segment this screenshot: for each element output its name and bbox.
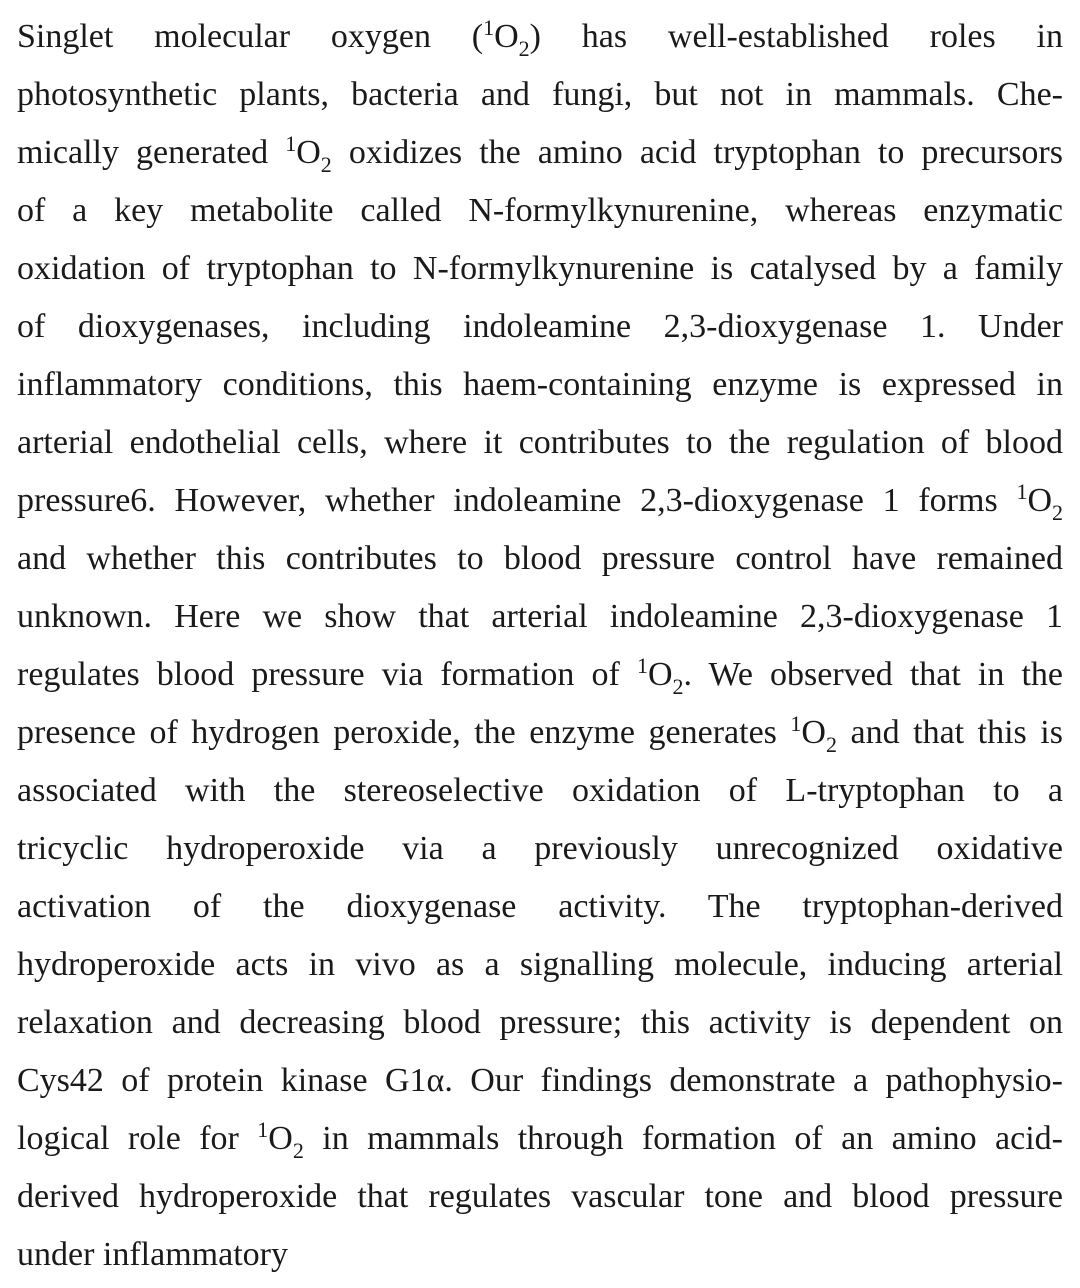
subscript: 2 [292,1138,304,1163]
superscript: 1 [790,711,802,736]
text-run: and that this is [836,714,1063,751]
subscript: 2 [672,674,684,699]
text-run: pressure6. However, whether indoleamine 2,3-dioxygenase 1 forms [17,482,1017,519]
text-run: of dioxygenases, including indoleamine 2,3-dioxygenase 1. Under [17,308,1063,345]
paragraph-line-content [17,424,1063,461]
paragraph-line [17,124,1063,182]
text-run: hydroperoxide acts in vivo as a signalling molecule, inducing arterial [17,946,1063,983]
paragraph-line [17,1168,1063,1226]
text-run: O [296,134,321,171]
subscript: 2 [320,152,332,177]
paragraph-line [17,878,1063,936]
paragraph-line [17,472,1063,530]
text-run: presence of hydrogen peroxide, the enzyme generates [17,714,791,751]
paragraph-line [17,762,1063,820]
text-run: O [268,1120,293,1157]
paragraph-line [17,1226,1063,1284]
text-run: photosynthetic plants, bacteria and fungi, but not in mammals. Che- [17,76,1063,113]
paragraph-line-content [17,192,1063,229]
paragraph-line-content [17,1004,1063,1041]
text-run: O [1027,482,1052,519]
text-run: Cys42 of protein kinase G1α. Our findings demonstrate a pathophysio- [17,1062,1063,1099]
abstract-text-block [17,8,1063,1284]
text-run: mically generated [17,134,286,171]
paragraph-line-content [17,598,1063,635]
paragraph-line [17,298,1063,356]
paragraph-line-content [17,1236,288,1273]
paragraph-line [17,530,1063,588]
text-run: unknown. Here we show that arterial indoleamine 2,3-dioxygenase 1 [17,598,1063,635]
subscript: 2 [518,36,530,61]
subscript: 2 [1052,500,1063,525]
superscript: 1 [257,1117,269,1142]
paragraph-line-content [17,366,1063,403]
paragraph-line [17,588,1063,646]
paragraph-line-content [17,250,1063,287]
paragraph-line [17,994,1063,1052]
paragraph-line-content [17,888,1063,925]
paragraph-line-content [17,308,1063,345]
text-run: O [647,656,673,693]
superscript: 1 [483,15,495,40]
text-run: arterial endothelial cells, where it contributes to the regulation of blood [17,424,1063,461]
paragraph-line-content [17,1117,1063,1163]
paragraph-line [17,182,1063,240]
text-run: in mammals through formation of an amino acid- [303,1120,1063,1157]
text-run: of a key metabolite called N-formylkynurenine, whereas enzymatic [17,192,1063,229]
paragraph-line-content [17,540,1063,577]
text-run: O [801,714,826,751]
paragraph-line [17,356,1063,414]
text-run: activation of the dioxygenase activity. The tryptophan-derived [17,888,1063,925]
paragraph-line [17,414,1063,472]
text-run: and whether this contributes to blood pressure control have remained [17,540,1063,577]
paragraph-line-content [17,15,1063,61]
text-run: under inflammatory [17,1236,288,1273]
paragraph-line-content [17,772,1063,809]
text-run: ) has well-established roles in [529,18,1063,55]
text-run: associated with the stereoselective oxidation of L-tryptophan to a [17,772,1063,809]
paragraph-line [17,936,1063,994]
text-run: oxidation of tryptophan to N-formylkynurenine is catalysed by a family [17,250,1063,287]
paragraph-line [17,1110,1063,1168]
paragraph-line [17,8,1063,66]
paragraph-line [17,240,1063,298]
paragraph-line-content [17,1178,1063,1215]
paragraph-line-content [17,653,1063,699]
paragraph-line-content [17,131,1063,177]
text-run: O [494,18,519,55]
paragraph-line [17,66,1063,124]
paragraph-line [17,1052,1063,1110]
paragraph-line-content [17,479,1063,525]
paragraph-line [17,704,1063,762]
subscript: 2 [825,732,837,757]
superscript: 1 [285,131,297,156]
paragraph-line [17,646,1063,704]
text-run: oxidizes the amino acid tryptophan to precursors [331,134,1063,171]
text-run: tricyclic hydroperoxide via a previously unrecognized oxidative [17,830,1063,867]
text-run: . We observed that in the [683,656,1063,693]
text-run: derived hydroperoxide that regulates vascular tone and blood pressure [17,1178,1063,1215]
text-run: inflammatory conditions, this haem-containing enzyme is expressed in [17,366,1063,403]
paragraph-line-content [17,1062,1063,1099]
paragraph-line-content [17,946,1063,983]
text-run: Singlet molecular oxygen ( [17,18,484,55]
paragraph-line-content [17,830,1063,867]
paragraph-line-content [17,711,1063,757]
text-run: logical role for [17,1120,258,1157]
text-run: relaxation and decreasing blood pressure; this activity is dependent on [17,1004,1063,1041]
superscript: 1 [1016,479,1028,504]
paragraph-line [17,820,1063,878]
paragraph-line-content [17,76,1063,113]
text-run: regulates blood pressure via formation of [17,656,637,693]
superscript: 1 [636,653,648,678]
